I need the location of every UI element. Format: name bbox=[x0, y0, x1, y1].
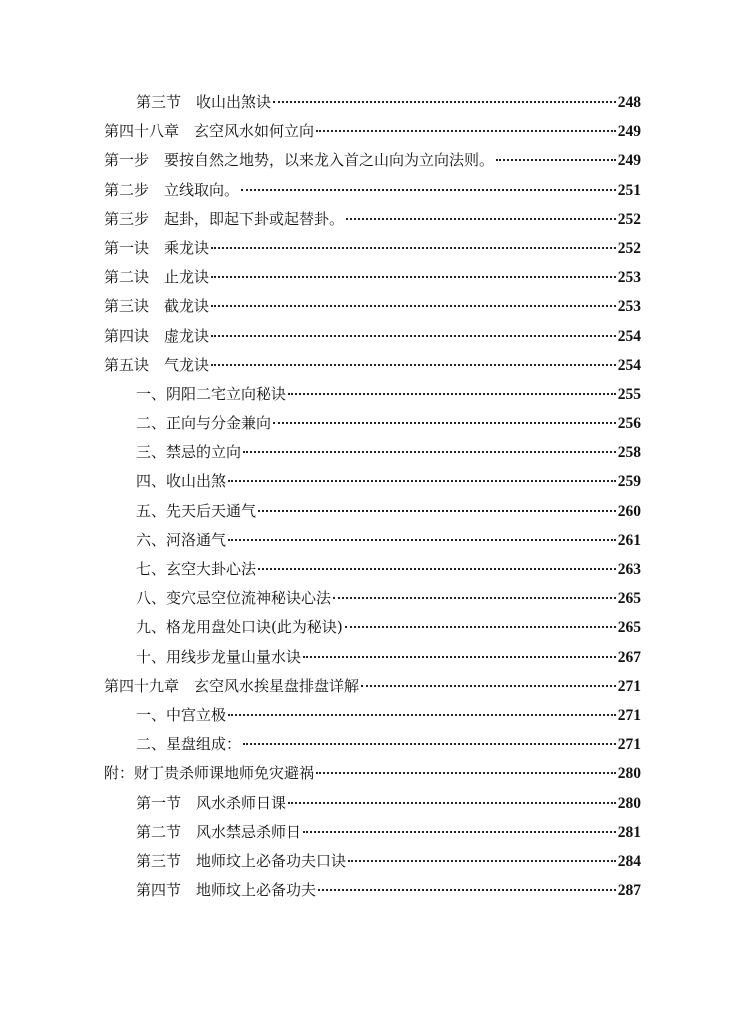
toc-entry-page-number: 267 bbox=[617, 648, 641, 666]
dot-leader bbox=[316, 130, 616, 132]
toc-entry-title: 七、玄空大卦心法 bbox=[136, 560, 257, 578]
toc-entry-title: 一、中宫立极 bbox=[136, 705, 227, 724]
toc-entry-page-number: 252 bbox=[617, 239, 641, 257]
toc-entry[interactable] bbox=[104, 759, 641, 788]
dot-leader bbox=[211, 247, 616, 249]
toc-entry[interactable] bbox=[104, 555, 641, 584]
toc-entry-title: 第四节 地师坟上必备功夫 bbox=[136, 881, 317, 900]
toc-entry-title: 第四十八章 玄空风水如何立向 bbox=[104, 122, 315, 141]
toc-entry-title: 第三诀 截龙诀 bbox=[104, 297, 210, 316]
toc-entry-title: 六、河洛通气 bbox=[136, 530, 227, 549]
toc-entry-title: 第三节 收山出煞诀 bbox=[136, 93, 272, 111]
toc-entry[interactable] bbox=[104, 351, 641, 380]
toc-entry[interactable] bbox=[104, 643, 641, 672]
toc-entry-title: 二、星盘组成： bbox=[136, 735, 242, 754]
toc-entry[interactable] bbox=[104, 380, 641, 409]
dot-leader bbox=[316, 772, 616, 774]
toc-entry[interactable] bbox=[104, 322, 641, 351]
toc-entry-title: 第五诀 气龙诀 bbox=[104, 355, 210, 374]
toc-entry[interactable] bbox=[104, 876, 641, 905]
toc-entry-title: 第二步 立线取向。 bbox=[104, 180, 240, 199]
toc-entry[interactable] bbox=[104, 467, 641, 496]
toc-entry-page-number: 254 bbox=[617, 327, 641, 345]
toc-entry-page-number: 265 bbox=[617, 619, 641, 637]
toc-entry-title: 第一步 要按自然之地势，以来龙入首之山向为立向法则。 bbox=[104, 151, 495, 170]
toc-entry-page-number: 271 bbox=[617, 677, 641, 695]
dot-leader bbox=[288, 802, 616, 804]
dot-leader bbox=[273, 101, 616, 103]
toc-entry-page-number: 260 bbox=[617, 502, 641, 520]
dot-leader bbox=[243, 743, 616, 745]
toc-entry[interactable] bbox=[104, 847, 641, 876]
toc-entry-title: 第二节 风水禁忌杀师日 bbox=[136, 822, 302, 841]
toc-entry-page-number: 249 bbox=[617, 152, 641, 170]
dot-leader bbox=[303, 831, 616, 833]
dot-leader bbox=[345, 626, 616, 628]
toc-entry-title: 九、格龙用盘处口诀(此为秘诀) bbox=[136, 618, 343, 637]
dot-leader bbox=[211, 276, 616, 278]
toc-entry[interactable] bbox=[104, 584, 641, 613]
toc-entry-title: 第四诀 虚龙诀 bbox=[104, 326, 210, 345]
dot-leader bbox=[241, 189, 616, 191]
toc-entry-page-number: 258 bbox=[617, 444, 641, 462]
toc-entry[interactable] bbox=[104, 409, 641, 438]
toc-entry[interactable] bbox=[104, 263, 641, 292]
toc-entry[interactable] bbox=[104, 789, 641, 818]
dot-leader bbox=[243, 451, 616, 453]
table-of-contents bbox=[104, 88, 641, 905]
toc-entry[interactable] bbox=[104, 818, 641, 847]
dot-leader bbox=[211, 335, 616, 337]
dot-leader bbox=[258, 510, 616, 512]
dot-leader bbox=[346, 218, 616, 220]
toc-entry-page-number: 287 bbox=[617, 882, 641, 900]
toc-entry[interactable] bbox=[104, 672, 641, 701]
dot-leader bbox=[348, 860, 616, 862]
toc-entry[interactable] bbox=[104, 526, 641, 555]
toc-entry-page-number: 252 bbox=[617, 210, 641, 228]
toc-entry-page-number: 280 bbox=[617, 765, 641, 783]
toc-entry-title: 四、收山出煞 bbox=[136, 472, 227, 491]
toc-entry-page-number: 284 bbox=[617, 852, 641, 870]
toc-entry-page-number: 271 bbox=[617, 736, 641, 754]
dot-leader bbox=[303, 656, 616, 658]
toc-entry-title: 十、用线步龙量山量水诀 bbox=[136, 647, 302, 666]
dot-leader bbox=[258, 568, 616, 570]
toc-entry-page-number: 254 bbox=[617, 356, 641, 374]
toc-entry-page-number: 249 bbox=[617, 123, 641, 141]
toc-entry[interactable] bbox=[104, 701, 641, 730]
dot-leader bbox=[318, 889, 616, 891]
toc-entry-title: 二、正向与分金兼向 bbox=[136, 414, 272, 433]
toc-entry-page-number: 263 bbox=[617, 561, 641, 578]
toc-entry[interactable] bbox=[104, 146, 641, 175]
toc-entry-page-number: 265 bbox=[617, 590, 641, 608]
toc-entry[interactable] bbox=[104, 497, 641, 526]
toc-entry-title: 八、变穴忌空位流神秘诀心法 bbox=[136, 589, 332, 608]
toc-entry-page-number: 261 bbox=[617, 531, 641, 549]
dot-leader bbox=[333, 597, 616, 599]
dot-leader bbox=[228, 480, 616, 482]
toc-entry-title: 第一诀 乘龙诀 bbox=[104, 238, 210, 257]
toc-entry-title: 一、阴阳二宅立向秘诀 bbox=[136, 384, 287, 403]
toc-entry[interactable] bbox=[104, 205, 641, 234]
toc-entry-page-number: 256 bbox=[617, 415, 641, 433]
dot-leader bbox=[211, 305, 616, 307]
toc-entry[interactable] bbox=[104, 438, 641, 467]
dot-leader bbox=[361, 685, 616, 687]
toc-entry-title: 第一节 风水杀师日课 bbox=[136, 793, 287, 812]
dot-leader bbox=[228, 539, 616, 541]
dot-leader bbox=[496, 159, 616, 161]
toc-entry-title: 第三步 起卦，即起下卦或起替卦。 bbox=[104, 209, 345, 228]
toc-entry-title: 第三节 地师坟上必备功夫口诀 bbox=[136, 851, 347, 870]
toc-entry-page-number: 255 bbox=[617, 385, 641, 403]
toc-entry-page-number: 281 bbox=[617, 823, 641, 841]
toc-entry[interactable] bbox=[104, 613, 641, 642]
dot-leader bbox=[211, 364, 616, 366]
toc-entry-title: 三、禁忌的立向 bbox=[136, 443, 242, 462]
toc-entry-title: 第四十九章 玄空风水挨星盘排盘详解 bbox=[104, 676, 360, 695]
toc-entry[interactable] bbox=[104, 730, 641, 759]
toc-entry-page-number: 253 bbox=[617, 298, 641, 316]
toc-entry[interactable] bbox=[104, 234, 641, 263]
dot-leader bbox=[228, 714, 616, 716]
toc-entry[interactable] bbox=[104, 117, 641, 146]
dot-leader bbox=[288, 393, 616, 395]
toc-entry-title: 第二诀 止龙诀 bbox=[104, 268, 210, 287]
toc-entry-page-number: 253 bbox=[617, 269, 641, 287]
toc-entry[interactable] bbox=[104, 176, 641, 205]
toc-entry-page-number: 259 bbox=[617, 473, 641, 491]
toc-entry[interactable] bbox=[104, 292, 641, 321]
toc-entry-page-number: 248 bbox=[617, 94, 641, 111]
toc-entry-page-number: 271 bbox=[617, 706, 641, 724]
toc-entry-page-number: 280 bbox=[617, 794, 641, 812]
toc-entry-title: 五、先天后天通气 bbox=[136, 501, 257, 520]
toc-entry-page-number: 251 bbox=[617, 181, 641, 199]
toc-entry-title: 附：财丁贵杀师课地师免灾避祸 bbox=[104, 764, 315, 783]
toc-entry[interactable] bbox=[104, 88, 641, 117]
dot-leader bbox=[273, 422, 616, 424]
